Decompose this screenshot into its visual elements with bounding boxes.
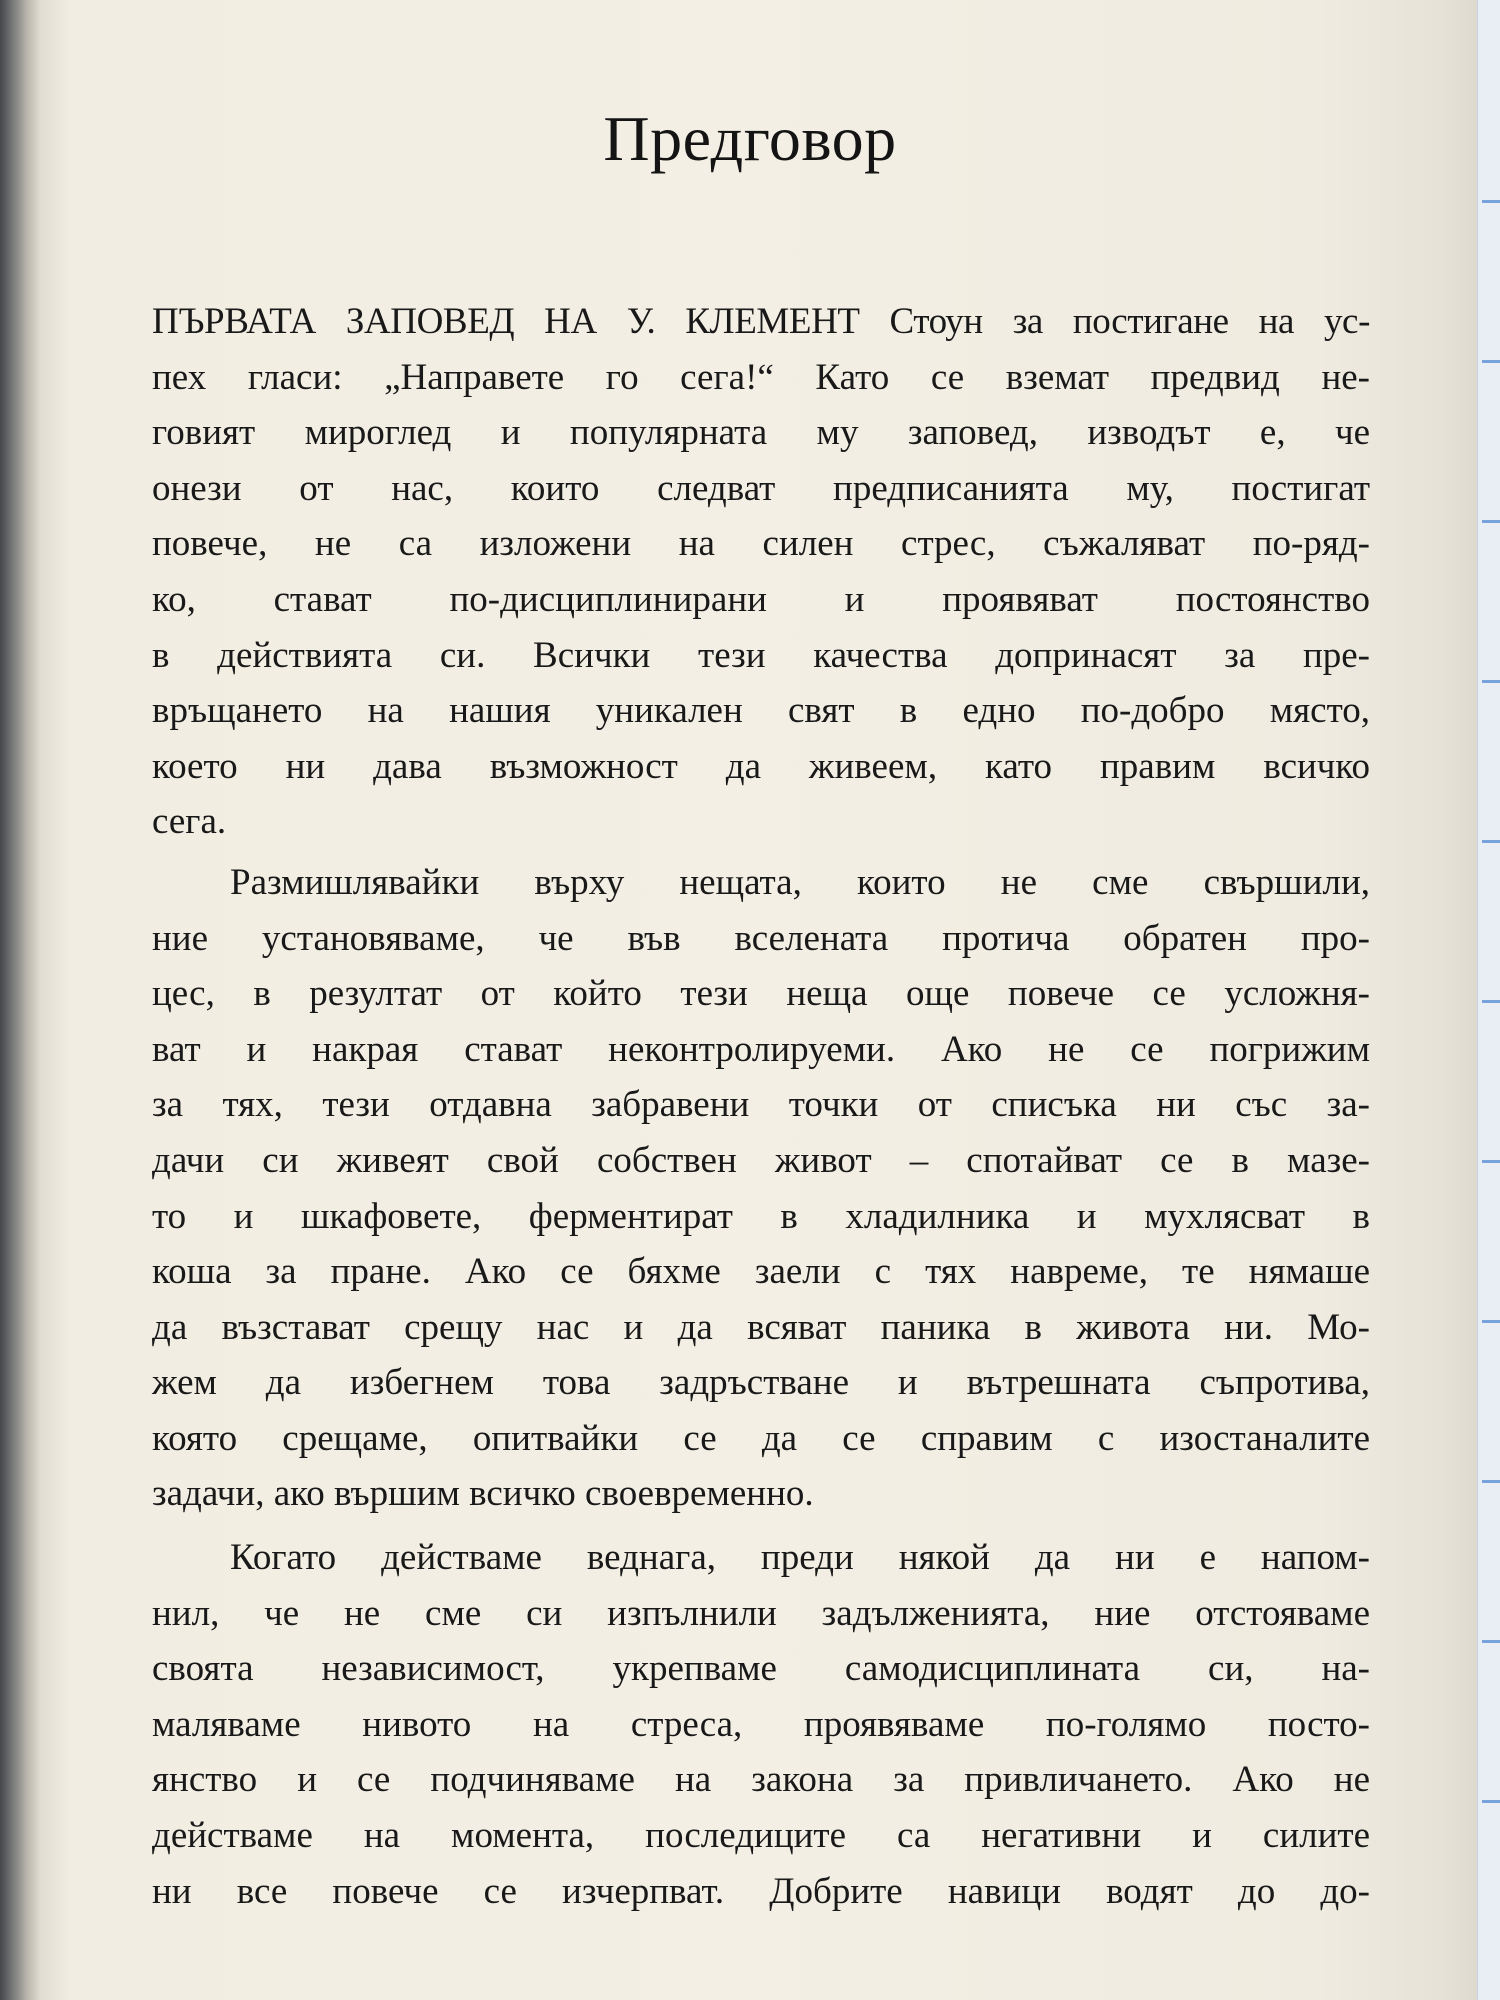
- ruled-line-mark: [1482, 520, 1500, 523]
- text-line: жем да избегнем това задръстване и вътрешната съпротива,: [152, 1362, 1370, 1404]
- text-line: дачи си живеят свой собствен живот – спотайват се в мазе-: [152, 1139, 1370, 1181]
- text-line: маляваме нивото на стреса, проявяваме по-голямо посто-: [152, 1703, 1370, 1745]
- text-line: за тях, тези отдавна забравени точки от списъка ни със за-: [152, 1084, 1370, 1126]
- ruled-line-mark: [1482, 1800, 1500, 1803]
- text-line: янство и се подчиняваме на закона за привличането. Ако не: [152, 1759, 1370, 1801]
- text-line: цес, в резултат от който тези неща още повече се усложня-: [152, 973, 1370, 1015]
- text-line: която срещаме, опитвайки се да се справим с изостаналите: [152, 1417, 1370, 1459]
- text-line: ни все повече се изчерпват. Добрите навици водят до до-: [152, 1870, 1370, 1912]
- chapter-title: Предговор: [603, 103, 897, 174]
- text-line: онези от нас, които следват предписанията му, постигат: [152, 467, 1370, 509]
- text-line: задачи, ако вършим всичко своевременно.: [152, 1473, 814, 1515]
- text-line: в действията си. Всички тези качества допринасят за пре-: [152, 634, 1370, 676]
- text-line: сега.: [152, 801, 227, 843]
- ruled-line-mark: [1482, 1640, 1500, 1643]
- ruled-line-mark: [1482, 200, 1500, 203]
- body-text: [152, 294, 1370, 1919]
- text-line: ние установяваме, че във вселената протича обратен про-: [152, 917, 1370, 959]
- ruled-line-mark: [1482, 1480, 1500, 1483]
- text-line: говият мироглед и популярната му заповед, изводът е, че: [152, 412, 1370, 454]
- ruled-line-mark: [1482, 1320, 1500, 1323]
- ruled-line-mark: [1482, 360, 1500, 363]
- ruled-line-mark: [1482, 840, 1500, 843]
- paragraph-3: [152, 1530, 1370, 1919]
- text-line: пех гласи: „Направете го сега!“ Като се вземат предвид не-: [152, 356, 1370, 398]
- text-line: Размишлявайки върху нещата, които не сме свършили,: [230, 861, 1370, 903]
- binding-shadow: [0, 0, 40, 2000]
- text-line: действаме на момента, последиците са негативни и силите: [152, 1815, 1370, 1857]
- text-line: което ни дава възможност да живеем, като правим всичко: [152, 745, 1370, 787]
- paragraph-2: [152, 855, 1370, 1522]
- ruled-line-mark: [1482, 1000, 1500, 1003]
- ruled-line-mark: [1482, 1160, 1500, 1163]
- text-line: нил, че не сме си изпълнили задълженията, ние отстояваме: [152, 1592, 1370, 1634]
- text-line: то и шкафовете, ферментират в хладилника и мухлясват в: [152, 1195, 1370, 1237]
- text-line: да възстават срещу нас и да всяват паника в живота ни. Мо-: [152, 1306, 1370, 1348]
- text-line: ко, стават по-дисциплинирани и проявяват постоянство: [152, 578, 1370, 620]
- text-line: коша за пране. Ако се бяхме заели с тях навреме, те нямаше: [152, 1251, 1370, 1293]
- text-line: повече, не са изложени на силен стрес, съжаляват по-ряд-: [152, 523, 1370, 565]
- text-line: връщането на нашия уникален свят в едно по-добро място,: [152, 690, 1370, 732]
- ruled-line-mark: [1482, 680, 1500, 683]
- text-line: Когато действаме веднага, преди някой да ни е напом-: [230, 1537, 1370, 1579]
- text-line: своята независимост, укрепваме самодисциплината си, на-: [152, 1648, 1370, 1690]
- text-line: ПЪРВАТА ЗАПОВЕД НА У. КЛЕМЕНТ Стоун за постигане на ус-: [152, 301, 1370, 342]
- text-line: ват и накрая стават неконтролируеми. Ако не се погрижим: [152, 1028, 1370, 1070]
- paragraph-1: [152, 294, 1370, 850]
